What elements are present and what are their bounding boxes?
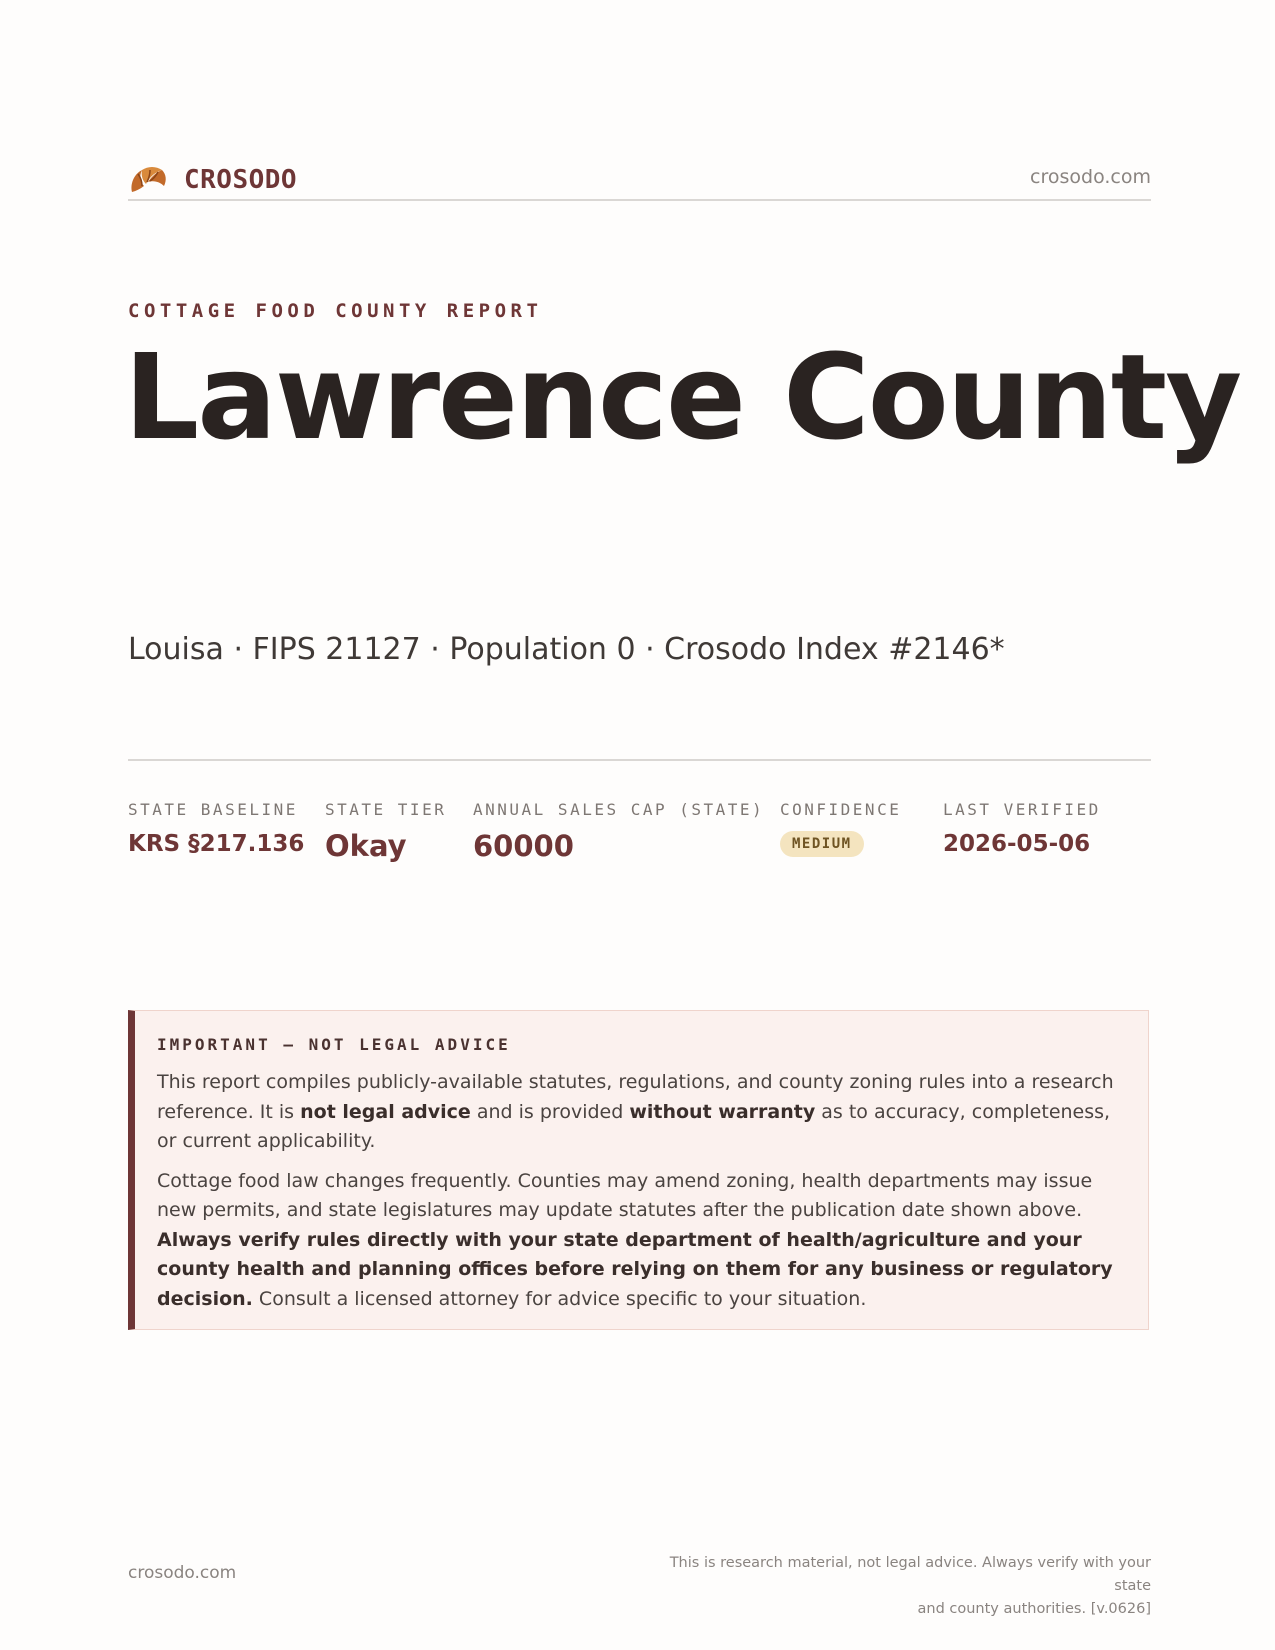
notice-paragraph-1 — [157, 1068, 1124, 1157]
confidence-badge: MEDIUM — [780, 831, 864, 857]
report-page — [124, 0, 1241, 1650]
stat-label: STATE BASELINE — [128, 800, 298, 819]
stats-row — [128, 800, 1151, 880]
notice-text: as to accuracy, completeness, or current applicability. — [157, 1100, 1111, 1152]
header-url[interactable]: crosodo.com — [1030, 166, 1151, 188]
brand-header — [128, 160, 1151, 200]
footer-disclaimer — [631, 1552, 1151, 1621]
stat-label: CONFIDENCE — [780, 800, 902, 819]
brand-name: CROSODO — [184, 165, 298, 195]
stat-value: 60000 — [473, 829, 574, 863]
stat-state-tier — [325, 800, 446, 863]
brand-logo[interactable] — [128, 162, 297, 198]
footer-url[interactable]: crosodo.com — [128, 1563, 237, 1583]
notice-text: Cottage food law changes frequently. Counties may amend zoning, health departments may issue new permits, and state legislatures may update statutes after the publication date shown above. — [157, 1169, 1093, 1221]
stat-value: Okay — [325, 829, 407, 863]
header-divider — [128, 199, 1151, 201]
stats-divider — [128, 759, 1151, 761]
stat-sales-cap — [473, 800, 764, 863]
notice-emphasis: not legal advice — [300, 1100, 471, 1123]
page-title: Lawrence County — [124, 328, 1241, 466]
report-eyebrow: COTTAGE FOOD COUNTY REPORT — [128, 300, 543, 322]
stat-confidence — [780, 800, 901, 857]
footer-disclaimer-line: and county authorities. [v.0626] — [917, 1601, 1151, 1617]
legal-notice — [128, 1010, 1149, 1330]
stat-last-verified — [943, 800, 1101, 857]
notice-emphasis: Always verify rules directly with your state department of health/agriculture and your county health and planning offices before relying on them for any business or regulatory decision. — [157, 1228, 1113, 1310]
notice-emphasis: without warranty — [629, 1100, 816, 1123]
notice-text: and is provided — [470, 1100, 630, 1123]
stat-label: ANNUAL SALES CAP (STATE) — [473, 800, 765, 819]
notice-title: IMPORTANT — NOT LEGAL ADVICE — [157, 1035, 511, 1054]
notice-text: This report compiles publicly-available statutes, regulations, and county zoning rules into a research reference. It is — [157, 1071, 1114, 1123]
stat-state-baseline — [128, 800, 304, 857]
notice-text: Consult a licensed attorney for advice specific to your situation. — [252, 1287, 867, 1310]
stat-value: 2026-05-06 — [943, 831, 1091, 857]
stat-label: LAST VERIFIED — [943, 800, 1101, 819]
county-subtitle: Louisa · FIPS 21127 · Population 0 · Crosodo Index #2146* — [128, 632, 1005, 667]
footer-disclaimer-line: This is research material, not legal advice. Always verify with your state — [669, 1555, 1151, 1594]
stat-label: STATE TIER — [325, 800, 447, 819]
notice-paragraph-2 — [157, 1167, 1124, 1315]
stat-value: KRS §217.136 — [128, 831, 305, 857]
croissant-icon — [128, 162, 168, 198]
